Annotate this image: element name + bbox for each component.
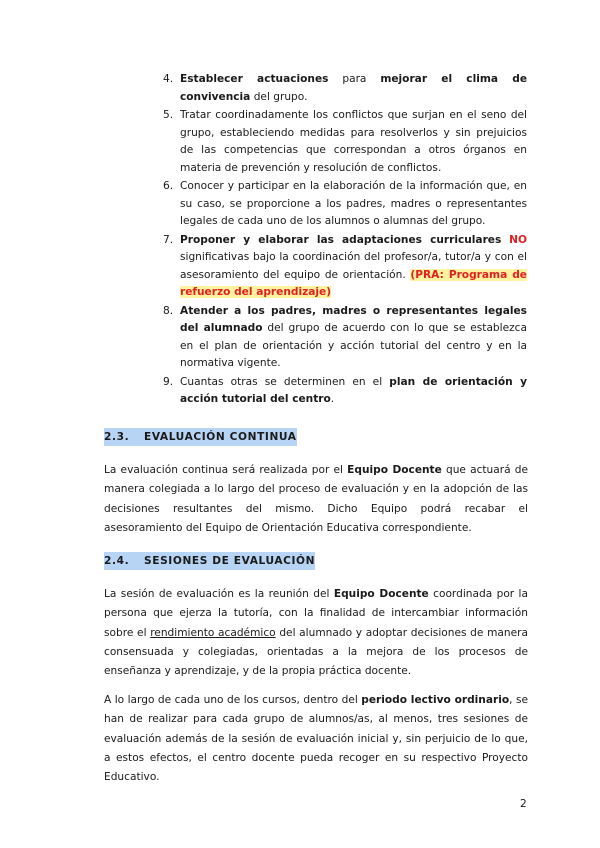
list-item-number: 5. xyxy=(163,109,174,121)
list-item xyxy=(163,178,527,231)
list-item-text-bold: Establecer actuaciones xyxy=(180,73,329,85)
section-number: 2.3. xyxy=(104,431,130,443)
paragraph-text-bold: Equipo Docente xyxy=(347,464,442,476)
paragraph-text: que actuará de manera colegiada a lo largo del proceso de evaluación y en la adopción de las decisiones resultantes del mismo. Dicho Equipo podrá recabar el asesoramiento del Equipo de Orientación Educativa correspondiente. xyxy=(104,464,529,534)
paragraph-evaluacion-continua xyxy=(104,461,528,538)
page-number: 2 xyxy=(520,798,527,810)
paragraph-text-bold: Equipo Docente xyxy=(333,588,429,600)
paragraph-text: , se han de realizar para cada grupo de alumnos/as, al menos, tres sesiones de evaluación además de la sesión de evaluación inicial y, sin perjuicio de lo que, a estos efectos, el centro docente pueda recoger en su respectivo Proyecto Educativo. xyxy=(104,694,529,784)
paragraph-text: La sesión de evaluación es la reunión del xyxy=(104,588,334,600)
list-item-number: 7. xyxy=(163,233,174,246)
list-item xyxy=(163,303,527,373)
list-item xyxy=(163,107,527,177)
section-title: SESIONES DE EVALUACIÓN xyxy=(144,555,316,567)
list-item-text: significativas bajo la coordinación del profesor/a, tutor/a y con el asesoramiento del equipo de orientación. xyxy=(180,251,527,281)
section-heading-sesiones-evaluacion xyxy=(104,552,315,570)
underlined-text: rendimiento académico xyxy=(150,626,276,639)
paragraph-sesion-evaluacion xyxy=(104,585,528,681)
list-item-number: 6. xyxy=(163,180,174,192)
pra-highlight-text: (PRA: Programa de refuerzo del aprendizaje) xyxy=(180,268,527,298)
paragraph-periodo-lectivo xyxy=(104,691,528,787)
list-item-text: para xyxy=(328,73,381,85)
list-item-text-bold: Atender a los padres, madres o representantes legales del alumnado xyxy=(180,304,527,334)
section-title: EVALUACIÓN CONTINUA xyxy=(144,431,297,443)
list-item-number: 4. xyxy=(163,73,174,85)
tutor-duties-list xyxy=(163,71,527,410)
paragraph-text: del alumnado y adoptar decisiones de manera consensuada y colegiadas, orientadas a la mejora de los procesos de enseñanza y aprendizaje, y de la propia práctica docente. xyxy=(104,626,528,678)
list-item-text-bold: plan de orientación y acción tutorial del centro xyxy=(180,375,527,405)
paragraph-text-bold: periodo lectivo ordinario xyxy=(361,694,510,706)
list-item-text xyxy=(501,234,509,246)
section-heading-evaluacion-continua xyxy=(104,428,297,446)
paragraph-text: coordinada por la persona que ejerza la tutoría, con la finalidad de intercambiar información sobre el xyxy=(104,588,528,639)
list-item-number: 9. xyxy=(163,375,174,388)
list-item-number: 8. xyxy=(163,304,174,317)
list-item-text: del grupo de acuerdo con lo que se establezca en el plan de orientación y acción tutorial del centro y en la normativa vigente. xyxy=(180,322,527,369)
list-item-text: Cuantas otras se determinen en el xyxy=(180,375,390,388)
list-item-text: Conocer y participar en la elaboración de la información que, en su caso, se proporcione a los padres, madres o representantes legales de cada uno de los alumnos o alumnas del grupo. xyxy=(180,180,527,227)
list-item xyxy=(163,71,527,106)
list-item xyxy=(163,374,527,409)
list-item xyxy=(163,232,527,302)
list-item-text: Tratar coordinadamente los conflictos que surjan en el seno del grupo, estableciendo medidas para resolverlos y sin prejuicios de las competencias que correspondan a otros órganos en materia de prevención y resolución de conflictos. xyxy=(180,109,527,174)
list-item-text: . xyxy=(330,393,335,405)
paragraph-text: La evaluación continua será realizada por el xyxy=(104,464,348,476)
paragraph-text: A lo largo de cada uno de los cursos, dentro del xyxy=(104,694,362,706)
no-emphasis-text: NO xyxy=(509,233,527,246)
list-item-text-bold: Proponer y elaborar las adaptaciones curriculares xyxy=(180,233,502,246)
list-item-text-bold: mejorar el clima de convivencia xyxy=(180,73,528,103)
list-item-text: del grupo. xyxy=(250,90,308,103)
section-number: 2.4. xyxy=(104,555,130,567)
